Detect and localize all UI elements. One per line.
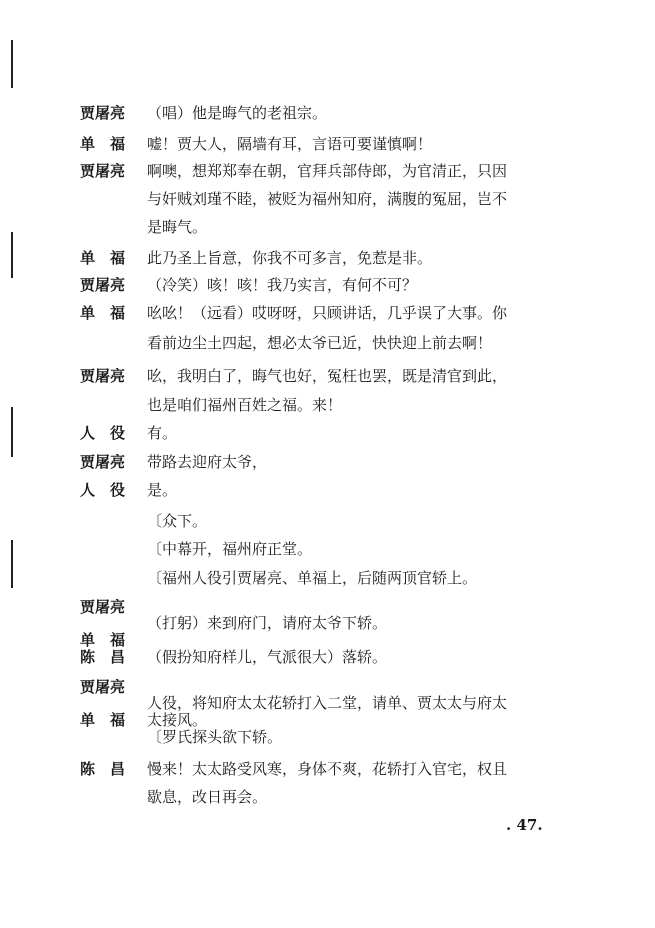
speaker: 单 福 xyxy=(80,135,126,153)
speaker: 贾屠亮 xyxy=(80,104,126,122)
dialogue-line: （唱）他是晦气的老祖宗。 xyxy=(147,104,328,122)
margin-mark xyxy=(11,40,13,88)
speaker: 贾屠亮 xyxy=(80,598,126,616)
dialogue-line: 慢来！太太路受风寒，身体不爽，花轿打入官宅，权且 xyxy=(147,760,508,778)
speaker: 单 福 xyxy=(80,711,126,729)
dialogue-line: 看前边尘土四起，想必太爷已近，快快迎上前去啊！ xyxy=(147,334,493,352)
dialogue-line: 歇息，改日再会。 xyxy=(147,788,268,806)
dialogue-line: 是。 xyxy=(147,481,178,499)
dialogue-line: 嘘！贾大人，隔墙有耳，言语可要谨慎啊！ xyxy=(147,135,433,153)
margin-mark xyxy=(11,407,13,457)
speaker: 陈 昌 xyxy=(80,760,126,778)
page-number: . 47. xyxy=(506,816,543,834)
stage-direction: 〔福州人役引贾屠亮、单福上，后随两顶官轿上。 xyxy=(147,569,478,587)
speaker: 贾屠亮 xyxy=(80,162,126,180)
speaker: 贾屠亮 xyxy=(80,678,126,696)
dialogue-line: 带路去迎府太爷， xyxy=(147,453,268,471)
dialogue-line: 啊噢，想郑郑奉在朝，官拜兵部侍郎，为官清正，只因 xyxy=(147,162,508,180)
dialogue-line: （冷笑）咳！咳！我乃实言，有何不可？ xyxy=(147,276,418,294)
dialogue-line: （打躬）来到府门，请府太爷下轿。 xyxy=(147,614,388,632)
speaker: 贾屠亮 xyxy=(80,276,126,294)
speaker: 贾屠亮 xyxy=(80,453,126,471)
stage-direction: 〔罗氏探头欲下轿。 xyxy=(147,728,283,746)
speaker: 陈 昌 xyxy=(80,648,126,666)
dialogue-line: 此乃圣上旨意，你我不可多言，免惹是非。 xyxy=(147,249,433,267)
dialogue-line: 是晦气。 xyxy=(147,218,208,236)
speaker: 人 役 xyxy=(80,481,126,499)
stage-direction: 〔众下。 xyxy=(147,512,208,530)
speaker: 单 福 xyxy=(80,304,126,322)
speaker: 单 福 xyxy=(80,631,126,649)
dialogue-line: 吆，我明白了，晦气也好，冤枉也罢，既是清官到此， xyxy=(147,367,508,385)
margin-mark xyxy=(11,232,13,278)
margin-mark xyxy=(11,540,13,588)
speaker: 贾屠亮 xyxy=(80,367,126,385)
dialogue-line: 吆吆！（远看）哎呀呀，只顾讲话，几乎误了大事。你 xyxy=(147,304,508,322)
dialogue-line: 与奸贼刘瑾不睦，被贬为福州知府，满腹的冤屈，岂不 xyxy=(147,190,508,208)
speaker: 人 役 xyxy=(80,424,126,442)
dialogue-line: 太接风。 xyxy=(147,711,208,729)
dialogue-line: （假扮知府样儿，气派很大）落轿。 xyxy=(147,648,388,666)
dialogue-line: 人役，将知府太太花轿打入二堂，请单、贾太太与府太 xyxy=(147,694,508,712)
dialogue-line: 有。 xyxy=(147,424,178,442)
speaker: 单 福 xyxy=(80,249,126,267)
dialogue-line: 也是咱们福州百姓之福。来！ xyxy=(147,396,343,414)
stage-direction: 〔中幕开，福州府正堂。 xyxy=(147,540,313,558)
